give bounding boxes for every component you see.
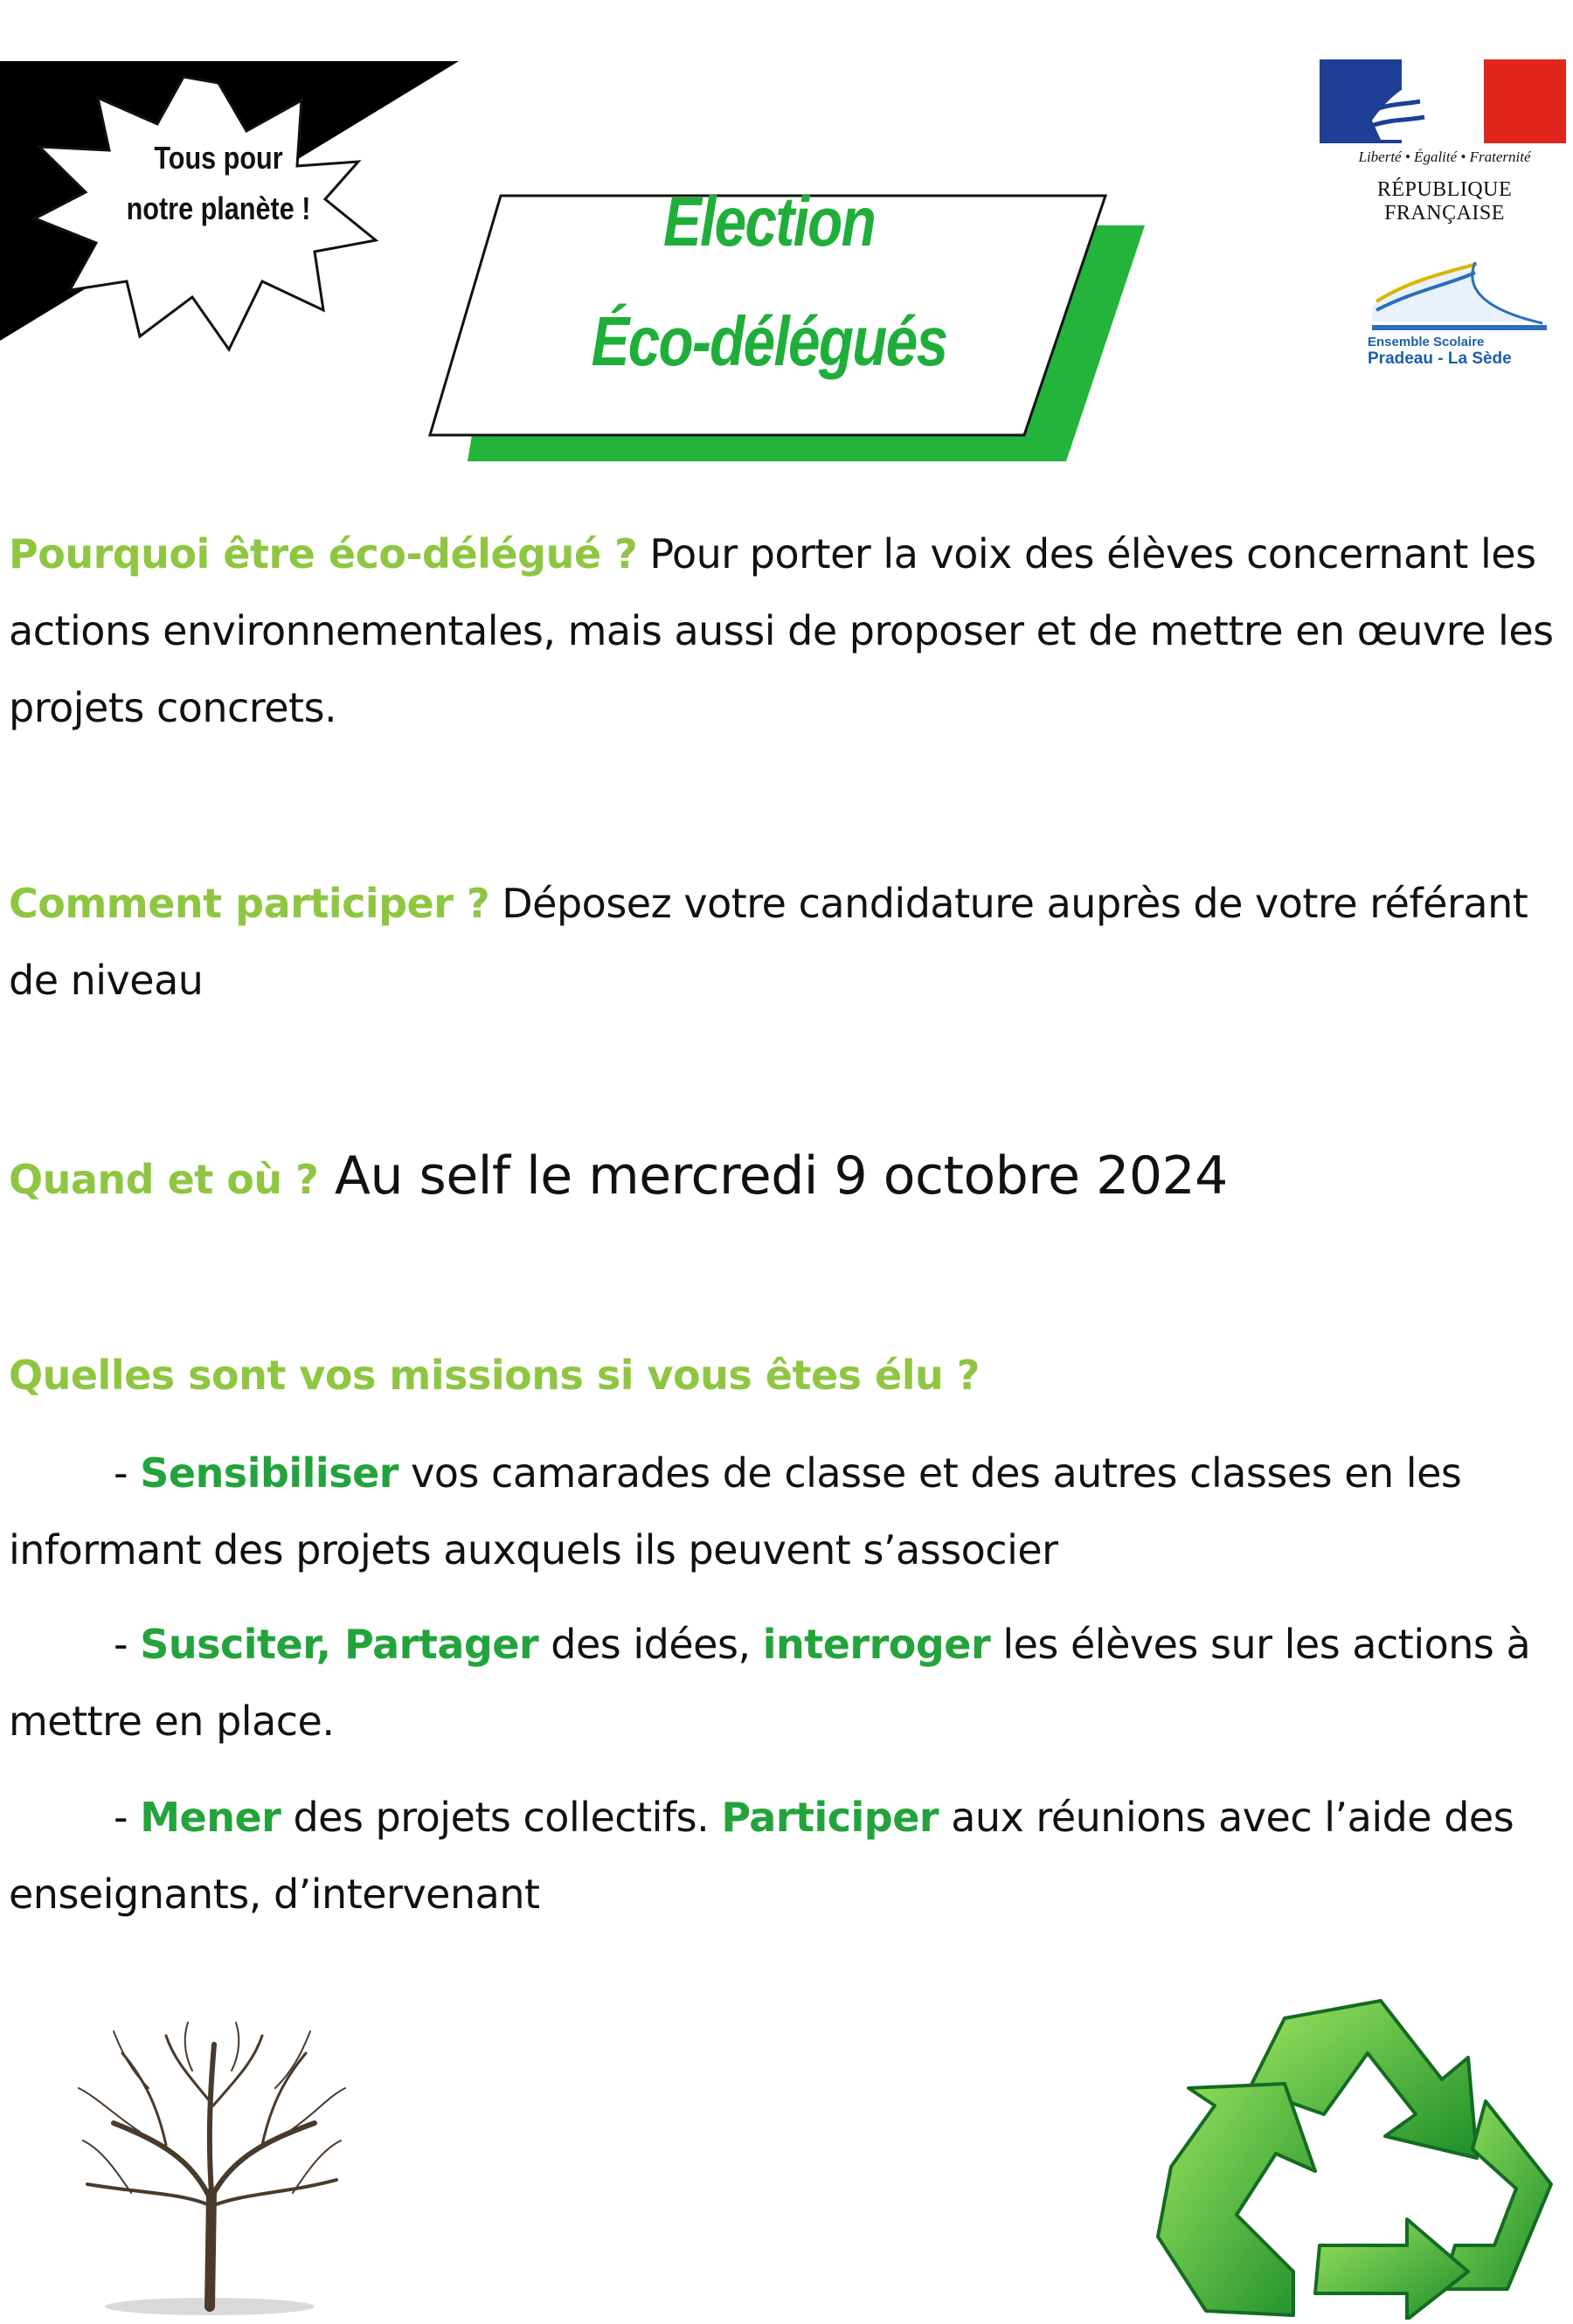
slogan-line-1: Tous pour (154, 140, 283, 176)
when-question: Quand et où ? (9, 1156, 319, 1203)
mission-3-text-1: des projets collectifs. (281, 1794, 722, 1841)
how-paragraph (9, 865, 1564, 1019)
mission-3-text-2: aux réunions avec l’aide des enseignants, d’intervenant (9, 1794, 1514, 1918)
mission-item-1 (9, 1435, 1564, 1588)
mission-2-keyword-2: interroger (762, 1621, 991, 1668)
mission-item-3 (9, 1779, 1564, 1933)
school-name-line-1: Ensemble Scolaire (1368, 335, 1485, 349)
why-paragraph (9, 515, 1564, 746)
how-answer: Déposez votre candidature auprès de votre référant de niveau (9, 880, 1528, 1004)
mission-2-text-1: des idées, (538, 1621, 763, 1668)
mission-1-dash: - (114, 1449, 141, 1497)
mission-3-dash: - (114, 1794, 141, 1841)
mission-1-keyword: Sensibiliser (140, 1449, 398, 1497)
missions-heading (9, 1337, 1564, 1414)
mission-1-text: vos camarades de classe et des autres classes en les informant des projets auxquels ils peuvent s’associer (9, 1449, 1462, 1574)
missions-question: Quelles sont vos missions si vous êtes élu ? (9, 1352, 980, 1399)
marianne-logo (1320, 59, 1566, 143)
mission-2-text-2: les élèves sur les actions à mettre en place. (9, 1621, 1531, 1745)
bare-tree-image (61, 2018, 358, 2320)
mission-item-2 (9, 1606, 1564, 1760)
when-answer: Au self le mercredi 9 octobre 2024 (318, 1145, 1228, 1207)
mission-2-keyword-1: Susciter, Partager (140, 1621, 539, 1668)
slogan-text (114, 133, 322, 234)
republic-motto: Liberté • Égalité • Fraternité (1358, 149, 1531, 165)
title-line-2: Éco-délégués (591, 302, 947, 380)
mission-2-dash: - (114, 1621, 141, 1668)
republic-name: RÉPUBLIQUE FRANÇAISE (1376, 178, 1513, 225)
title-line-1: Election (662, 183, 876, 260)
how-question: Comment participer ? (9, 880, 490, 927)
school-name-line-2: Pradeau - La Sède (1368, 349, 1512, 368)
school-wave-logo (1372, 253, 1547, 334)
why-question: Pourquoi être éco-délégué ? (9, 530, 638, 578)
mission-3-keyword-1: Mener (140, 1794, 281, 1841)
slogan-line-2: notre planète ! (126, 190, 311, 226)
mission-3-keyword-2: Participer (721, 1794, 939, 1841)
why-answer: Pour porter la voix des élèves concernant les actions environnementales, mais aussi de proposer et de mettre en œuvre les projets concrets. (9, 530, 1554, 731)
recycle-icon (1154, 1983, 1564, 2320)
when-paragraph (9, 1138, 1564, 1218)
